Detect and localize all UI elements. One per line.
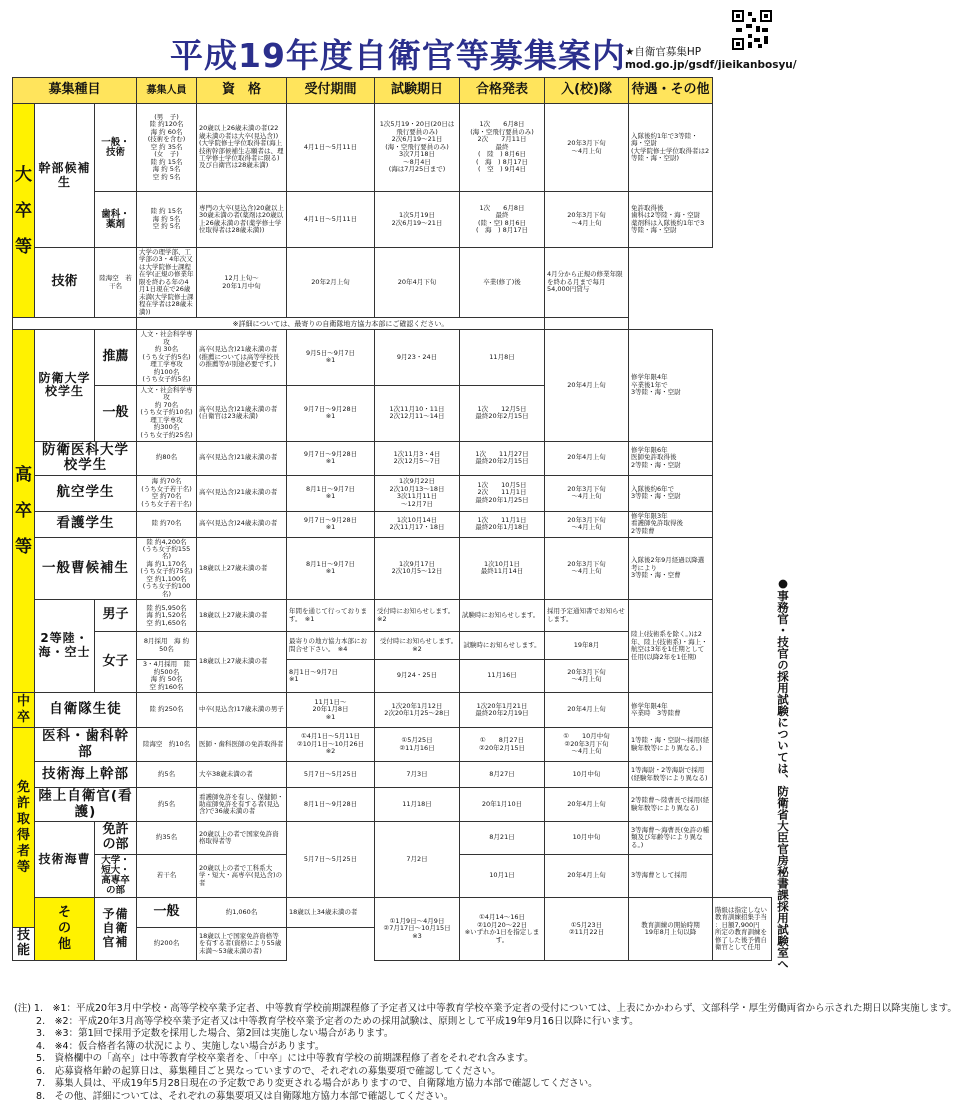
pass-cell: 8月21日 xyxy=(460,822,545,855)
header-treatment: 待遇・その他 xyxy=(629,78,713,104)
table-row xyxy=(13,511,772,537)
exam-cell: 9月24・25日 xyxy=(375,660,460,693)
header-entry: 入(校)隊 xyxy=(545,78,629,104)
entry-cell: 20年4月上旬 xyxy=(545,330,629,441)
qr-code-icon xyxy=(732,10,772,50)
table-row xyxy=(13,248,772,318)
sub-category: 免許の部 xyxy=(95,822,137,855)
qualification-cell: 専門の大卒(見込含)20歳以上30歳未満の者(薬剤は20歳以上26歳未満の者(薬学修士学位取得者は28歳未満)) xyxy=(197,192,287,248)
reception-cell: 4月1日～5月11日 xyxy=(287,192,375,248)
qualification-cell: 18歳以上27歳未満の者 xyxy=(197,537,287,600)
category-name: 自衛隊生徒 xyxy=(35,693,137,728)
table-row xyxy=(13,788,772,822)
treatment-cell: 2等陸曹～陸曹長で採用(経験年数等により異なる) xyxy=(629,788,713,822)
qualification-cell: 大学の理学部、工学部の3・4年次又は大学院修士課程在学(正規の修業年限を終わる年の4月1日現在で26歳未満(大学院修士課程在学者は28歳未満)) xyxy=(137,248,197,318)
qualification-cell: 看護師免許を有し、保健師・助産師免許を有する者(見込含)で36歳未満の者 xyxy=(197,788,287,822)
table-header xyxy=(13,78,772,104)
category-name: 防衛医科大学校学生 xyxy=(35,441,137,475)
count-cell: 約80名 xyxy=(137,441,197,475)
pass-cell: 11月8日 xyxy=(460,330,545,385)
treatment-cell: 入隊後約6年で 3等陸・海・空尉 xyxy=(629,475,713,511)
footnote-item: 8. その他、詳細については、それぞれの募集要項又は自衛隊地方協力本部で確認してください。 xyxy=(14,1090,454,1102)
table-cell xyxy=(13,318,137,330)
qualification-cell: 20歳以上の者で国家免許資格取得者等 xyxy=(197,822,287,855)
reception-cell: 8月1日～9月7日 ※1 xyxy=(287,475,375,511)
sub-category: 一般 xyxy=(95,385,137,441)
footnote-item: 5. 資格欄中の「高卒」は中等教育学校卒業者を、「中卒」には中等教育学校の前期課程修了者をそれぞれ含みます。 xyxy=(14,1053,534,1064)
entry-cell: 10月中旬 xyxy=(545,822,629,855)
sub-category: 大学・短大・高専卒の部 xyxy=(95,855,137,898)
reception-cell: 12月上旬～ 20年1月中旬 xyxy=(197,248,287,318)
site-url[interactable]: mod.go.jp/gsdf/jieikanbosyu/ xyxy=(625,59,797,71)
category-name: 2等陸・海・空士 xyxy=(35,600,95,693)
qualification-cell: 20歳以上26歳未満の者(22歳未満の者は大卒(見込含)) (大学院修士学位取得者(海上技術幹部候補生志願者は、理工学修士学位取得者に限る)及び自衛官は28歳未満) xyxy=(197,104,287,192)
treatment-cell: 3等海曹として採用 xyxy=(629,855,713,898)
reception-cell: 5月7日～5月25日 xyxy=(287,822,375,898)
count-cell: 陸海空 若干名 xyxy=(95,248,137,318)
entry-cell: 20年3月下旬 ～4月上旬 xyxy=(545,475,629,511)
count-cell: 陸海空 約10名 xyxy=(137,728,197,762)
category-name: 看護学生 xyxy=(35,511,137,537)
exam-cell: 受付時にお知らせします。 ※2 xyxy=(375,600,460,632)
count-cell: 約200名 xyxy=(137,928,197,961)
side-note: ●事務官・技官の採用試験については、防衛省大臣官房秘書課採用試験室へ xyxy=(776,576,790,970)
entry-cell: 20年3月下旬 ～4月上旬 xyxy=(545,511,629,537)
entry-cell: 20年4月上旬 xyxy=(545,693,629,728)
reception-cell: ①4月1日～5月11日 ②10月1日～10月26日 ※2 xyxy=(287,728,375,762)
reception-cell: 8月1日～9月7日 ※1 xyxy=(287,537,375,600)
reception-cell: 9月7日～9月28日 ※1 xyxy=(287,511,375,537)
table-row xyxy=(13,693,772,728)
treatment-cell: 入隊後約1年で3等陸・海・空尉 (大学院修士学位取得者は2等陸・海・空尉) xyxy=(629,104,713,192)
group-label: 高 卒 等 xyxy=(13,330,35,693)
sub-category: 推薦 xyxy=(95,330,137,385)
footnote-item: 7. 募集人員は、平成19年5月28日現在の予定数であり変更される場合がありますので、自衛隊地方協力本部で確認してください。 xyxy=(14,1078,598,1089)
count-cell: 約35名 xyxy=(137,822,197,855)
exam-cell: 1次11月3・4日 2次12月5～7日 xyxy=(375,441,460,475)
table-row xyxy=(13,762,772,788)
pass-cell: 1次 6月8日 最終 (陸・空) 8月6日 ( 海 ) 8月17日 xyxy=(460,192,545,248)
pass-cell: 1次 6月8日 (海・空飛行要員のみ) 2次 7月11日 最終 ( 陸 ) 8月6日 ( 海 ) 8月17日 ( 空 ) 9月4日 xyxy=(460,104,545,192)
count-cell: 約5名 xyxy=(137,762,197,788)
header-category: 募集種目 xyxy=(13,78,137,104)
treatment-cell: 入隊後2年9月経過以降選考により 3等陸・海・空曹 xyxy=(629,537,713,600)
group-label: 免 許 取 得 者 等 xyxy=(13,728,35,928)
qualification-cell: 20歳以上の者で工科系大学・短大・高専卒(見込含)の者 xyxy=(197,855,287,898)
table-row xyxy=(13,898,772,928)
count-cell: 約1,060名 xyxy=(197,898,287,928)
entry-cell: 教育訓練の開始時期 19年8月上旬以降 xyxy=(629,898,713,961)
sub-category: 技術 xyxy=(35,248,95,318)
sub-category: 女子 xyxy=(95,632,137,693)
category-name: 航空学生 xyxy=(35,475,137,511)
exam-cell: 1次5月19日 2次6月19～21日 xyxy=(375,192,460,248)
exam-cell: 9月23・24日 xyxy=(375,330,460,385)
group-label: そ の 他 xyxy=(35,898,95,961)
pass-cell: 20年1月10日 xyxy=(460,788,545,822)
count-cell: 人文・社会科学専攻 約 70名 (うち女子約10名) 理工学専攻 約300名 (うち女子約25名) xyxy=(137,385,197,441)
detail-note: ※詳細については、最寄りの自衛隊地方協力本部にご確認ください。 xyxy=(137,318,545,330)
qualification-cell: 高卒(見込含)24歳未満の者 xyxy=(197,511,287,537)
footnote-item: 2. ※2：平成20年3月高等学校卒業予定者又は中等教育学校卒業予定者のための採用試験は、原則として平成19年9月16日以降に行います。 xyxy=(14,1015,639,1027)
reception-cell: 5月7日～5月25日 xyxy=(287,762,375,788)
count-cell: 若干名 xyxy=(137,855,197,898)
treatment-cell: 修学年限4年 卒業後1年で 3等陸・海・空尉 xyxy=(629,330,713,441)
count-cell: 陸 約70名 xyxy=(137,511,197,537)
table-row xyxy=(13,441,772,475)
entry-cell: ① 10月中旬 ②20年3月下旬 ～4月上旬 xyxy=(545,728,629,762)
qualification-cell: 18歳以上34歳未満の者 xyxy=(287,898,375,928)
entry-cell: 10月中旬 xyxy=(545,762,629,788)
reception-cell: 9月7日～9月28日 ※1 xyxy=(287,441,375,475)
treatment-cell: 3等海曹～海曹長(免許の種類及び年齢等により異なる。) xyxy=(629,822,713,855)
header-reception: 受付期間 xyxy=(287,78,375,104)
reception-cell: 4月1日～5月11日 xyxy=(287,104,375,192)
pass-cell: 1次 10月5日 2次 11月1日 最終20年1月25日 xyxy=(460,475,545,511)
qualification-cell: 高卒(見込含)21歳未満の者 xyxy=(197,475,287,511)
entry-cell: 20年3月下旬 ～4月上旬 xyxy=(545,192,629,248)
footnote-item: 3. ※3：第1回で採用予定数を採用した場合、第2回は実施しない場合があります。 xyxy=(14,1028,394,1039)
count-cell: 陸 約250名 xyxy=(137,693,197,728)
pass-cell: 試験時にお知らせします。 xyxy=(460,632,545,660)
reception-cell: ①1月9日～4月9日 ②7月17日～10月15日 ※3 xyxy=(375,898,460,961)
entry-cell: 卒業(修了)後 xyxy=(460,248,545,318)
entry-cell: 20年4月上旬 xyxy=(545,855,629,898)
table-cell xyxy=(545,318,629,330)
treatment-cell: 修学年限6年 医師免許取得後 2等陸・海・空尉 xyxy=(629,441,713,475)
sub-category: 一般 xyxy=(137,898,197,928)
exam-cell: 1次9月22日 2次10月13～18日 3次11月11日 ～12月7日 xyxy=(375,475,460,511)
entry-cell: 20年3月下旬 ～4月上旬 xyxy=(545,104,629,192)
exam-cell: 1次10月14日 2次11月17・18日 xyxy=(375,511,460,537)
exam-cell: 1次20年1月12日 2次20年1月25～28日 xyxy=(375,693,460,728)
qualification-cell: 医師・歯科医師の免許取得者 xyxy=(197,728,287,762)
entry-cell: 20年3月下旬 ～4月上旬 xyxy=(545,537,629,600)
qualification-cell: 18歳以上で国家免許資格等を有する者(資格により55歳未満～53歳未満の者) xyxy=(197,928,287,961)
pass-cell: ①5月23日 ②11月22日 xyxy=(545,898,629,961)
category-name: 防衛大学校学生 xyxy=(35,330,95,441)
table-row xyxy=(13,822,772,855)
qualification-cell: 高卒(見込含)21歳未満の者 (自衛官は23歳未満) xyxy=(197,385,287,441)
reception-cell: 8月1日～9月28日 xyxy=(287,788,375,822)
exam-cell: 20年2月上旬 xyxy=(287,248,375,318)
page-title: 平成19年度自衛官等募集案内 xyxy=(170,36,626,75)
category-name: 医科・歯科幹部 xyxy=(35,728,137,762)
header-exam-date: 試験期日 xyxy=(375,78,460,104)
exam-cell: ①4月14～16日 ②10月20～22日 ※いずれか1日を指定します。 xyxy=(460,898,545,961)
treatment-cell: 免許取得後 歯科は2等陸・海・空尉 薬剤科は入隊後約1年で3等陸・海・空尉 xyxy=(629,192,713,248)
qualification-cell: 高卒(見込含)21歳未満の者 xyxy=(197,441,287,475)
category-name: 幹部候補生 xyxy=(35,104,95,248)
exam-cell: 1次11月10・11日 2次12月11～14日 xyxy=(375,385,460,441)
sub-category: 一般・技術 xyxy=(95,104,137,192)
reception-cell: 8月1日～9月7日 ※1 xyxy=(287,660,375,693)
qualification-cell: 中卒(見込含)17歳未満の男子 xyxy=(197,693,287,728)
count-cell: (男 子) 陸 約120名 海 約 60名 (技術を含む) 空 約 35名 (女 子) 陸 約 15名 海 約 5名 空 約 5名 xyxy=(137,104,197,192)
qualification-cell: 大卒38歳未満の者 xyxy=(197,762,287,788)
table-row xyxy=(13,330,772,385)
pass-cell: 1次 11月27日 最終20年2月15日 xyxy=(460,441,545,475)
exam-cell: 1次9月17日 2次10月5～12日 xyxy=(375,537,460,600)
entry-cell: 20年4月上旬 xyxy=(545,788,629,822)
count-cell: 陸 約5,950名 海 約1,520名 空 約1,650名 xyxy=(137,600,197,632)
reception-cell: 最寄りの地方協力本部にお問合せ下さい。 ※4 xyxy=(287,632,375,660)
footnote-item: 4. ※4：仮合格者名簿の状況により、実施しない場合があります。 xyxy=(14,1040,325,1052)
treatment-cell: 階級は指定しない 教育訓練招集手当 ：日額7,900円 所定の教育訓練を修了した後予備自衛官として任用 xyxy=(713,898,772,961)
qualification-cell: 18歳以上27歳未満の者 xyxy=(197,600,287,632)
pass-cell: 20年4月下旬 xyxy=(375,248,460,318)
pass-cell: 11月16日 xyxy=(460,660,545,693)
count-cell: 陸 約4,200名 (うち女子約155名) 海 約1,170名 (うち女子約75名) 空 約1,100名 (うち女子約100名) xyxy=(137,537,197,600)
table-row xyxy=(13,475,772,511)
count-cell: 8月採用 海 約 50名 xyxy=(137,632,197,660)
category-name: 技術海曹 xyxy=(35,822,95,898)
table-row xyxy=(13,600,772,632)
reception-cell: 9月5日～9月7日 ※1 xyxy=(287,330,375,385)
table-row xyxy=(13,728,772,762)
reception-cell: 9月7日～9月28日 ※1 xyxy=(287,385,375,441)
table-row xyxy=(13,192,772,248)
table-row xyxy=(13,104,772,192)
header-pass: 合格発表 xyxy=(460,78,545,104)
exam-cell: 7月3日 xyxy=(375,762,460,788)
exam-cell: 1次5月19・20日(20日は飛行要員のみ) 2次6月19～21日 (海・空飛行要員のみ) 3次7月18日 ～8月4日 (海は7月25日まで) xyxy=(375,104,460,192)
entry-cell: 19年8月 xyxy=(545,632,629,660)
pass-cell: 1次 12月5日 最終20年2月15日 xyxy=(460,385,545,441)
count-cell: 3・4月採用 陸 約500名 海 約 50名 空 約160名 xyxy=(137,660,197,693)
reception-cell: 年間を通じて行っております。 ※1 xyxy=(287,600,375,632)
entry-cell: 20年3月下旬 ～4月上旬 xyxy=(545,660,629,693)
count-cell: 約5名 xyxy=(137,788,197,822)
treatment-cell: 修学年限4年 卒業時 3等陸曹 xyxy=(629,693,713,728)
group-label: 中 卒 xyxy=(13,693,35,728)
category-name: 技術海上幹部 xyxy=(35,762,137,788)
pass-cell: 1次20年1月21日 最終20年2月19日 xyxy=(460,693,545,728)
category-name: 一般曹候補生 xyxy=(35,537,137,600)
header-count: 募集人員 xyxy=(137,78,197,104)
qualification-cell: 高卒(見込含)21歳未満の者 (推薦については高等学校長の推薦等が別途必要です。) xyxy=(197,330,287,385)
table-row xyxy=(13,318,772,330)
count-cell: 陸 約 15名 海 約 5名 空 約 5名 xyxy=(137,192,197,248)
count-cell: 人文・社会科学専攻 約 30名 (うち女子約5名) 理工学専攻 約100名 (うち女子約5名) xyxy=(137,330,197,385)
pass-cell: ① 8月27日 ②20年2月15日 xyxy=(460,728,545,762)
exam-cell: ①5月25日 ②11月16日 xyxy=(375,728,460,762)
group-label: 大 卒 等 xyxy=(13,104,35,318)
treatment-cell: 4月分から正規の修業年限を終わる月まで每月54,000円貸与 xyxy=(545,248,629,318)
exam-cell: 7月2日 xyxy=(375,822,460,898)
entry-cell: 採用予定通知書でお知らせします。 xyxy=(545,600,629,632)
site-label: ★自衛官募集HP xyxy=(625,46,702,58)
qualification-cell: 18歳以上27歳未満の者 xyxy=(197,632,287,693)
footnote-item: (注) 1. ※1：平成20年3月中学校・高等学校卒業予定者、中等教育学校前期課程修了予定者又は中等教育学校卒業予定者の受付については、上表にかかわらず、文部科学・厚生労働両省から示された期日以降実施します。 xyxy=(14,1003,957,1014)
entry-cell: 20年4月上旬 xyxy=(545,441,629,475)
sub-category: 歯科・薬剤 xyxy=(95,192,137,248)
sub-category: 男子 xyxy=(95,600,137,632)
pass-cell: 試験時にお知らせします。 xyxy=(460,600,545,632)
header-qualification: 資 格 xyxy=(197,78,287,104)
exam-cell: 受付時にお知らせします。 ※2 xyxy=(375,632,460,660)
treatment-cell: 1等陸・海・空尉～採用(経験年数等により異なる。) xyxy=(629,728,713,762)
exam-cell: 11月18日 xyxy=(375,788,460,822)
sub-category: 技能 xyxy=(13,928,35,961)
treatment-cell: 陸上(技術系を除く。)は2年、陸上(技術系)・海上・航空は3年を1任期として任用(以降2年を1任期) xyxy=(629,600,713,693)
pass-cell: 1次 11月1日 最終20年1月18日 xyxy=(460,511,545,537)
footnote-item: 6. 応募資格年齢の起算日は、募集種目ごと異なっていますので、それぞれの募集要項で確認してください。 xyxy=(14,1065,501,1077)
category-name: 予備自衛官補 xyxy=(95,898,137,961)
pass-cell: 10月1日 xyxy=(460,855,545,898)
reception-cell: 11月1日～ 20年1月8日 ※1 xyxy=(287,693,375,728)
footnotes xyxy=(14,1003,957,1103)
table-row xyxy=(13,537,772,600)
category-name: 陸上自衛官(看護) xyxy=(35,788,137,822)
pass-cell: 1次10月1日 最終11月14日 xyxy=(460,537,545,600)
treatment-cell: 修学年限3年 看護師免許取得後 2等陸曹 xyxy=(629,511,713,537)
pass-cell: 8月27日 xyxy=(460,762,545,788)
count-cell: 海 約70名 (うち女子若干名) 空 約70名 (うち女子若干名) xyxy=(137,475,197,511)
treatment-cell: 1等海尉・2等海尉で採用(経験年数等により異なる) xyxy=(629,762,713,788)
recruitment-table xyxy=(12,77,772,961)
